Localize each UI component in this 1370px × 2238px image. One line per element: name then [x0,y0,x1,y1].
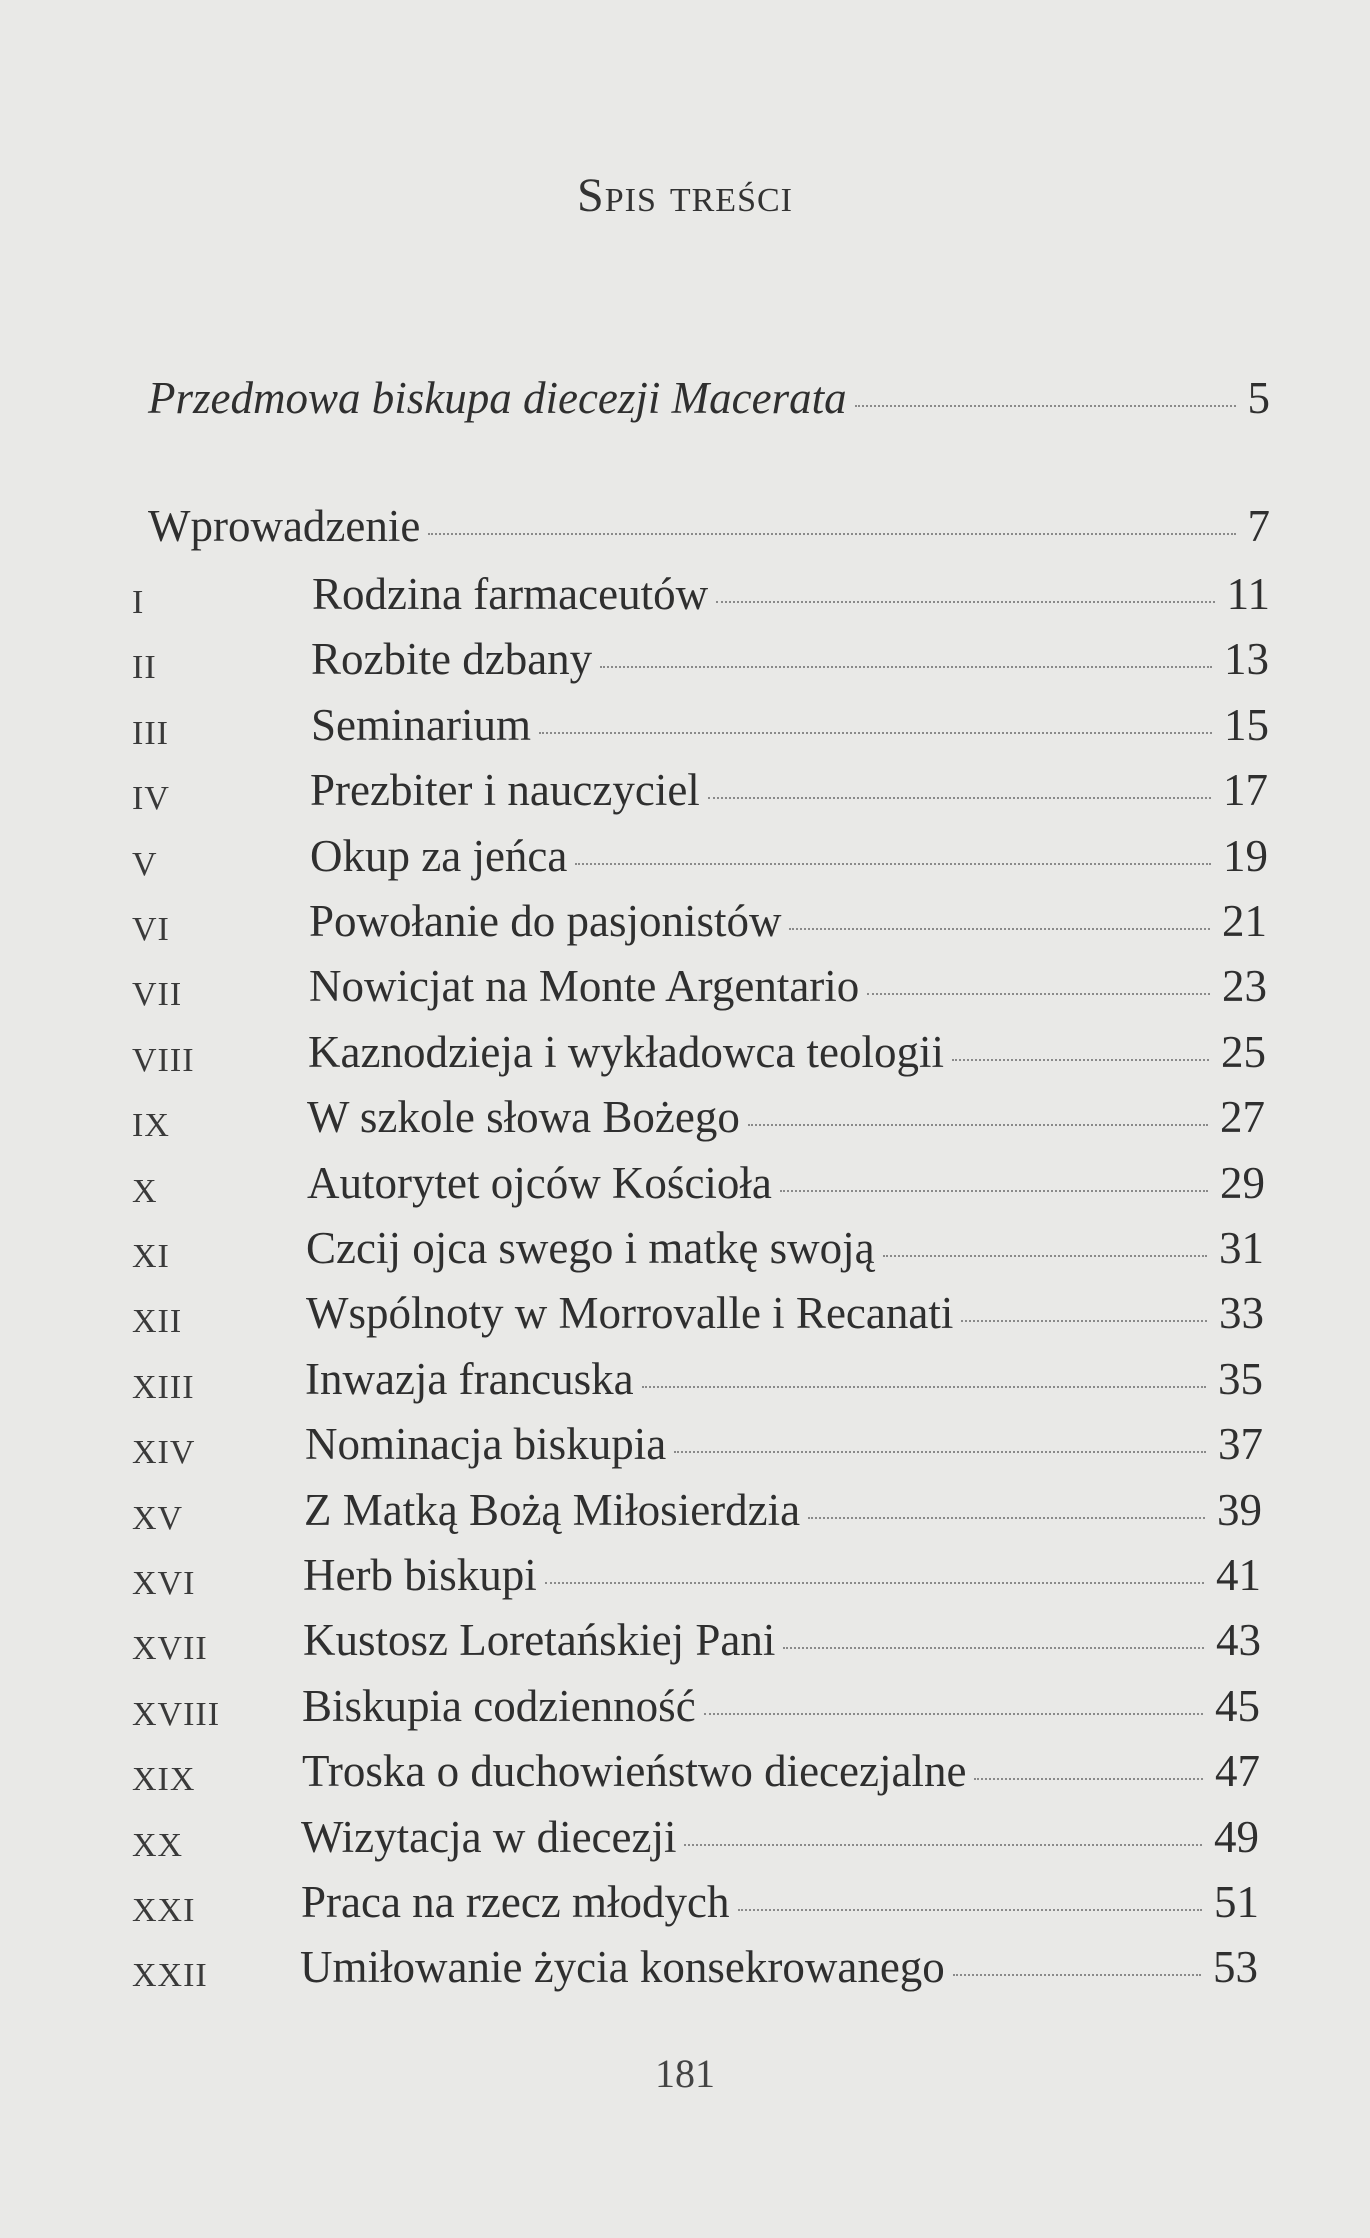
toc-entry-page: 17 [1223,765,1268,815]
dot-leader [783,1647,1204,1649]
toc-line [311,633,1269,693]
toc-entry-chapter [0,1026,1370,1086]
toc-line [307,1157,1265,1217]
toc-line [312,568,1270,628]
toc-entry-page: 45 [1215,1681,1260,1731]
chapter-numeral: VIII [132,1042,195,1079]
toc-entry-title: Troska o duchowieństwo diecezjalne [302,1746,967,1796]
chapter-numeral: IV [132,780,170,817]
toc-line [305,1418,1263,1478]
toc-entry-page: 53 [1213,1942,1258,1992]
toc-entry-chapter [0,1222,1370,1282]
toc-entry-intro [0,500,1370,560]
toc-entry-title: Kustosz Loretańskiej Pani [303,1615,776,1665]
toc-entry-title: Umiłowanie życia konsekrowanego [300,1942,945,1992]
toc-line [148,500,1270,560]
chapter-numeral: XIV [132,1434,196,1471]
toc-entry-title: Wizytacja w diecezji [301,1812,677,1862]
toc-entry-page: 11 [1226,569,1270,619]
dot-leader [789,928,1210,930]
chapter-numeral: XI [132,1238,170,1275]
toc-entry-title: W szkole słowa Bożego [307,1092,740,1142]
toc-entry-title: Kaznodzieja i wykładowca teologii [308,1027,945,1077]
dot-leader [952,1059,1209,1061]
toc-entry-page: 47 [1215,1746,1260,1796]
toc-entry-page: 13 [1224,634,1269,684]
chapter-numeral: XIII [132,1369,195,1406]
chapter-numeral: XX [132,1827,184,1864]
toc-entry-title: Prezbiter i nauczyciel [310,765,700,815]
toc-entry-page: 41 [1216,1550,1261,1600]
dot-leader [953,1974,1201,1976]
dot-leader [704,1713,1203,1715]
toc-entry-title: Nominacja biskupia [305,1419,667,1469]
toc-entry-chapter [0,1941,1370,2001]
chapter-numeral: IX [132,1107,170,1144]
toc-entry-title: Inwazja francuska [305,1354,634,1404]
toc-line [310,830,1268,890]
toc-entry-chapter [0,1353,1370,1413]
toc-entry-title: Rodzina farmaceutów [312,569,709,619]
toc-entry-title: Powołanie do pasjonistów [309,896,782,946]
toc-entry-chapter [0,1811,1370,1871]
toc-entry-title: Przedmowa biskupa diecezji Macerata [148,373,847,423]
dot-leader [674,1451,1206,1453]
chapter-numeral: XVIII [132,1696,221,1733]
toc-entry-chapter [0,633,1370,693]
toc-line [307,1091,1265,1151]
toc-line [301,1811,1259,1871]
toc-entry-chapter [0,1680,1370,1740]
toc-entry-chapter [0,568,1370,628]
toc-entry-title: Czcij ojca swego i matkę swoją [306,1223,875,1273]
toc-line [306,1222,1264,1282]
toc-line [302,1680,1260,1740]
toc-entry-title: Okup za jeńca [310,831,568,881]
toc-entry-chapter [0,699,1370,759]
chapter-numeral: VII [132,976,183,1013]
dot-leader [539,732,1212,734]
toc-entry-chapter [0,960,1370,1020]
toc-entry-title: Seminarium [311,700,531,750]
chapter-numeral: VI [132,911,170,948]
toc-entry-chapter [0,1549,1370,1609]
dot-leader [748,1124,1208,1126]
dot-leader [600,666,1212,668]
dot-leader [708,797,1211,799]
toc-line [311,699,1269,759]
toc-entry-chapter [0,1418,1370,1478]
toc-entry-chapter [0,1745,1370,1805]
toc-entry-page: 35 [1218,1354,1263,1404]
chapter-numeral: X [132,1173,158,1210]
toc-entry-page: 37 [1218,1419,1263,1469]
dot-leader [575,863,1211,865]
dot-leader [428,533,1235,535]
toc-entry-title: Nowicjat na Monte Argentario [309,961,860,1011]
toc-line [304,1484,1262,1544]
toc-entry-page: 29 [1220,1158,1265,1208]
toc-entry-chapter [0,1157,1370,1217]
toc-entry-chapter [0,764,1370,824]
chapter-numeral: III [132,715,169,752]
toc-entry-chapter [0,1287,1370,1347]
toc-entry-chapter [0,1614,1370,1674]
toc-entry-chapter [0,830,1370,890]
toc-entry-page: 33 [1219,1288,1264,1338]
chapter-numeral: II [132,649,157,686]
toc-entry-page: 39 [1217,1485,1262,1535]
toc-entry-title: Herb biskupi [303,1550,537,1600]
dot-leader [974,1778,1203,1780]
toc-line [301,1876,1259,1936]
dot-leader [545,1582,1204,1584]
toc-line [305,1353,1263,1413]
chapter-numeral: XVII [132,1630,208,1667]
toc-entry-page: 51 [1214,1877,1259,1927]
toc-entry-title: Praca na rzecz młodych [301,1877,730,1927]
chapter-numeral: XV [132,1500,184,1537]
toc-line [302,1745,1260,1805]
dot-leader [867,993,1210,995]
toc-line [306,1287,1264,1347]
toc-entry-page: 23 [1222,961,1267,1011]
toc-line [309,960,1267,1020]
page-number: 181 [655,2051,715,2096]
dot-leader [738,1909,1202,1911]
dot-leader [808,1517,1205,1519]
toc-line [303,1549,1261,1609]
chapter-numeral: XXI [132,1892,196,1929]
toc-entry-page: 15 [1224,700,1269,750]
dot-leader [780,1190,1208,1192]
page-title: Spis treści [577,169,793,222]
toc-entry-page: 21 [1222,896,1267,946]
chapter-numeral: XIX [132,1761,196,1798]
toc-entry-page: 7 [1247,501,1270,551]
toc-line [310,764,1268,824]
toc-entry-page: 25 [1221,1027,1266,1077]
chapter-numeral: XVI [132,1565,196,1602]
toc-entry-chapter [0,1484,1370,1544]
toc-entry-chapter [0,1876,1370,1936]
toc-entry-title: Autorytet ojców Kościoła [307,1158,772,1208]
toc-entry-chapter [0,1091,1370,1151]
toc-entry-title: Z Matką Bożą Miłosierdzia [304,1485,801,1535]
toc-entry-title: Wprowadzenie [148,501,421,551]
chapter-numeral: XXII [132,1957,208,1994]
dot-leader [716,601,1215,603]
toc-line [303,1614,1261,1674]
chapter-numeral: I [132,584,145,621]
toc-entry-title: Rozbite dzbany [311,634,593,684]
toc-entry-preface [0,372,1370,432]
toc-line [300,1941,1258,2001]
dot-leader [642,1386,1206,1388]
toc-line [148,372,1270,432]
toc-entry-page: 19 [1223,831,1268,881]
chapter-numeral: V [132,846,158,883]
dot-leader [855,405,1236,407]
dot-leader [684,1844,1202,1846]
toc-entry-title: Biskupia codzienność [302,1681,696,1731]
toc-line [309,895,1267,955]
dot-leader [961,1320,1207,1322]
toc-entry-chapter [0,895,1370,955]
dot-leader [883,1255,1207,1257]
chapter-numeral: XII [132,1303,183,1340]
toc-line [308,1026,1266,1086]
toc-entry-title: Wspólnoty w Morrovalle i Recanati [306,1288,954,1338]
toc-entry-page: 49 [1214,1812,1259,1862]
toc-entry-page: 31 [1219,1223,1264,1273]
toc-entry-page: 27 [1220,1092,1265,1142]
toc-entry-page: 5 [1247,373,1270,423]
toc-entry-page: 43 [1216,1615,1261,1665]
